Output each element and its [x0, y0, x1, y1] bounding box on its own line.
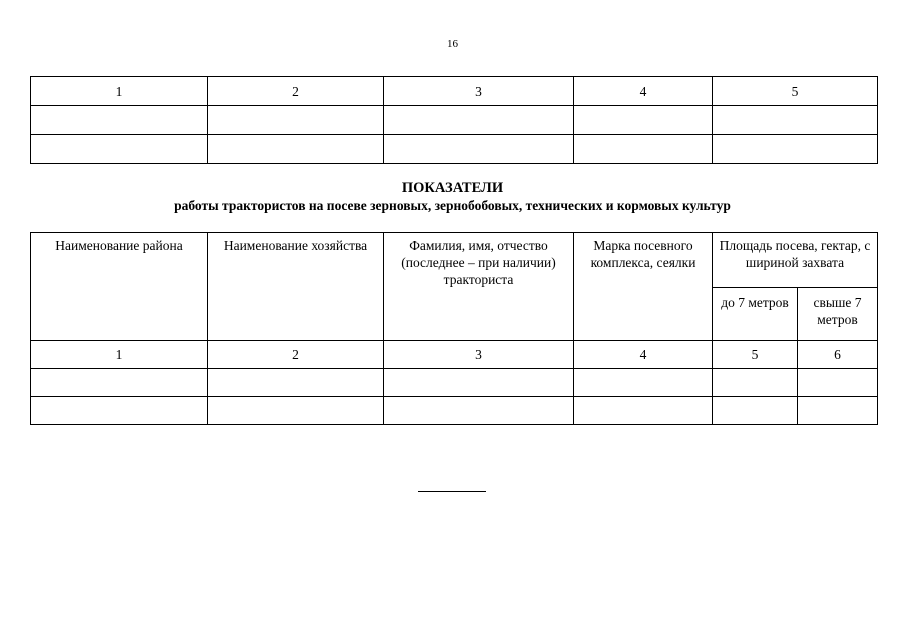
empty-cell[interactable] — [384, 106, 574, 135]
table-row — [31, 369, 878, 397]
column-number-row — [31, 341, 878, 369]
empty-cell[interactable] — [798, 397, 878, 425]
header-row — [31, 233, 878, 288]
empty-cell[interactable] — [208, 369, 384, 397]
continuation-table — [30, 76, 878, 164]
header-sown-area: Площадь посева, гектар, с шириной захвата — [713, 233, 878, 288]
header-up-to-7m: до 7 метров — [713, 288, 798, 341]
column-number-row — [31, 77, 878, 106]
header-over-7m: свыше 7 метров — [798, 288, 878, 341]
page-number: 16 — [447, 38, 458, 50]
empty-cell[interactable] — [384, 397, 574, 425]
header-district: Наименование района — [31, 233, 208, 341]
column-number-cell: 2 — [208, 77, 384, 106]
empty-cell[interactable] — [574, 106, 713, 135]
empty-cell[interactable] — [384, 369, 574, 397]
empty-cell[interactable] — [574, 397, 713, 425]
table-row — [31, 135, 878, 164]
section-heading — [0, 180, 905, 214]
empty-cell[interactable] — [713, 369, 798, 397]
empty-cell[interactable] — [208, 135, 384, 164]
empty-cell[interactable] — [31, 106, 208, 135]
empty-cell[interactable] — [31, 397, 208, 425]
empty-cell[interactable] — [384, 135, 574, 164]
tractor-drivers-table — [30, 232, 878, 425]
empty-cell[interactable] — [713, 397, 798, 425]
header-driver-name: Фамилия, имя, отчество (последнее – при наличии) тракториста — [384, 233, 574, 341]
table-row — [31, 397, 878, 425]
column-number-cell: 6 — [798, 341, 878, 369]
column-number-cell: 2 — [208, 341, 384, 369]
column-number-cell: 1 — [31, 77, 208, 106]
header-farm: Наименование хозяйства — [208, 233, 384, 341]
empty-cell[interactable] — [31, 135, 208, 164]
footnote-separator-line — [418, 491, 486, 492]
empty-cell[interactable] — [574, 135, 713, 164]
table-row — [31, 106, 878, 135]
empty-cell[interactable] — [31, 369, 208, 397]
empty-cell[interactable] — [574, 369, 713, 397]
empty-cell[interactable] — [208, 106, 384, 135]
column-number-cell: 4 — [574, 341, 713, 369]
column-number-cell: 5 — [713, 341, 798, 369]
section-subtitle: работы трактористов на посеве зерновых, зернобобовых, технических и кормовых культур — [174, 198, 731, 213]
column-number-cell: 4 — [574, 77, 713, 106]
empty-cell[interactable] — [798, 369, 878, 397]
empty-cell[interactable] — [713, 106, 878, 135]
column-number-cell: 3 — [384, 341, 574, 369]
header-seeder-brand: Марка посевного комплекса, сеялки — [574, 233, 713, 341]
empty-cell[interactable] — [713, 135, 878, 164]
empty-cell[interactable] — [208, 397, 384, 425]
column-number-cell: 5 — [713, 77, 878, 106]
section-title: ПОКАЗАТЕЛИ — [401, 180, 504, 196]
column-number-cell: 3 — [384, 77, 574, 106]
column-number-cell: 1 — [31, 341, 208, 369]
